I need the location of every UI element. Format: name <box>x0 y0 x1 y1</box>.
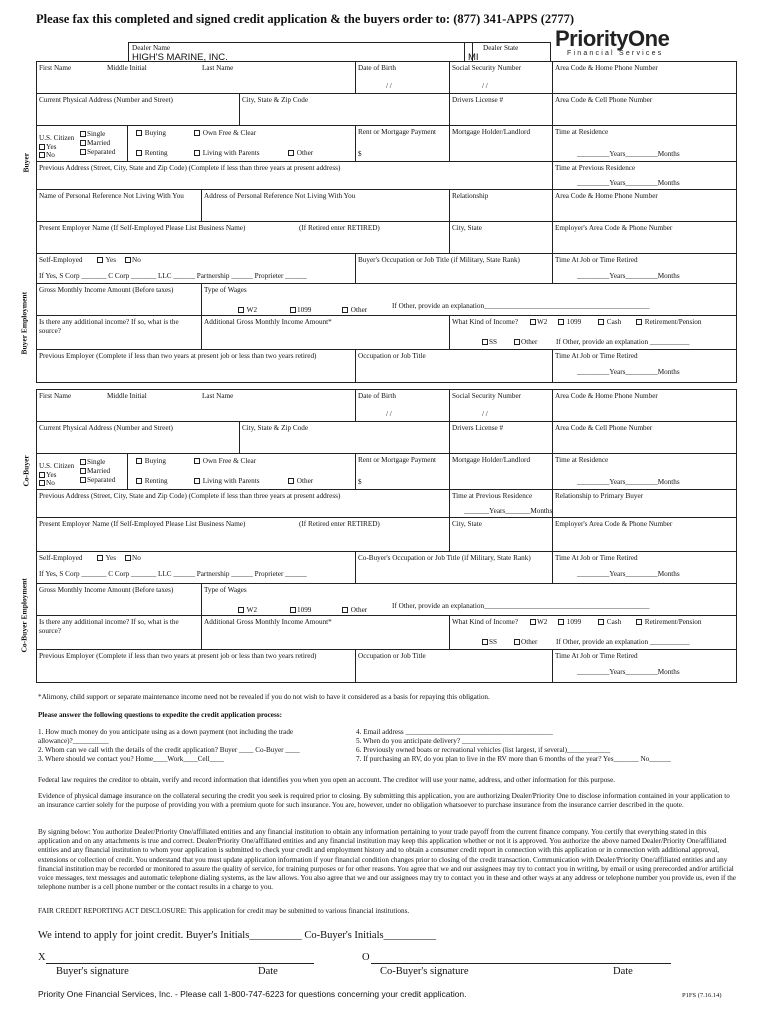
kind-other-option[interactable]: Other <box>514 338 537 347</box>
buyer-license-field[interactable] <box>449 94 552 125</box>
checkbox-icon <box>342 307 348 313</box>
buyer-employer-row <box>37 222 736 254</box>
employer-phone-label: Employer's Area Code & Phone Number <box>555 224 673 232</box>
years-months-blank: _________Years_________Months <box>577 368 680 376</box>
prev-occupation-field[interactable] <box>355 350 552 382</box>
wage-other-explanation: If Other, provide an explanation______________________________________________ <box>392 602 650 610</box>
priority-one-logo <box>555 28 673 62</box>
checkbox-icon <box>636 319 642 325</box>
buying-option[interactable]: Buying <box>136 457 166 466</box>
kind-1099-option[interactable]: 1099 <box>558 618 581 627</box>
separated-option[interactable]: Separated <box>80 476 115 485</box>
single-option[interactable]: Single <box>80 458 105 467</box>
dob-slashes: / / <box>386 410 392 418</box>
years-months-blank: _________Years_________Months <box>577 272 680 280</box>
relationship-label: Relationship <box>452 192 489 200</box>
question-7: 7. If purchasing an RV, do you plan to live in the RV more than 6 months of the year? Yes_______ No______ <box>356 755 671 763</box>
kind-cash-option[interactable]: Cash <box>598 318 621 327</box>
additional-amount-label: Additional Gross Monthly Income Amount* <box>204 318 332 326</box>
time-at-job-field[interactable] <box>552 254 738 283</box>
us-citizen-label: U.S. Citizen <box>39 134 75 142</box>
last-name-label: Last Name <box>202 64 234 72</box>
what-kind-label: What Kind of Income? <box>452 618 519 626</box>
cobuyer-form <box>36 389 737 683</box>
cobuyer-employer-row <box>37 518 736 552</box>
own-free-option[interactable]: Own Free & Clear <box>194 129 256 138</box>
cobuyer-city-state-zip-field[interactable] <box>239 422 449 453</box>
checkbox-icon <box>80 459 86 465</box>
self-employed-label: Self-Employed <box>39 256 83 264</box>
checkbox-icon <box>97 555 103 561</box>
kind-w2-option[interactable]: W2 <box>530 318 547 327</box>
living-parents-option[interactable]: Living with Parents <box>194 149 260 158</box>
checkbox-icon <box>530 619 536 625</box>
kind-other-explanation: If Other, provide an explanation ___________ <box>556 638 690 646</box>
citizen-marital-cell <box>37 126 127 161</box>
checkbox-icon <box>514 639 520 645</box>
additional-income-label: Is there any additional income? If so, what is the source? <box>39 318 179 335</box>
logo-wordmark: PriorityOne <box>555 26 670 51</box>
dealer-name-field[interactable] <box>128 42 473 61</box>
citizen-yes-option[interactable]: Yes <box>39 471 56 480</box>
years-months-blank: _________Years_________Months <box>577 478 680 486</box>
checkbox-icon <box>80 149 86 155</box>
fcra-disclosure: FAIR CREDIT REPORTING ACT DISCLOSURE: This application for credit may be submitted to various financial institutions. <box>38 907 410 915</box>
time-job-label: Time At Job or Time Retired <box>555 352 638 360</box>
employer-phone-field[interactable] <box>552 222 738 253</box>
prev-employer-label: Previous Employer (Complete if less than two years at present job or less than two years retired) <box>39 652 317 660</box>
occupation-label: Co-Buyer's Occupation or Job Title (if Military, State Rank) <box>358 554 531 562</box>
buyer-prev-employer-field[interactable] <box>37 350 355 382</box>
cobuyer-employer-field[interactable] <box>37 518 449 551</box>
checkbox-icon <box>125 257 131 263</box>
self-employed-yes-option[interactable]: Yes <box>97 554 116 563</box>
buyer-employment-section-label: Buyer Employment <box>19 291 29 355</box>
business-type-line: If Yes, S Corp _______ C Corp _______ LLC ______ Partnership ______ Proprieter ______ <box>39 272 307 280</box>
checkbox-icon <box>288 150 294 156</box>
cobuyer-time-prev-residence-field[interactable] <box>449 490 552 517</box>
mortgage-holder-field[interactable] <box>449 126 552 161</box>
checkbox-icon <box>288 478 294 484</box>
page-title: Please fax this completed and signed credit application & the buyers order to: (877) 341-APPS (2777) <box>36 12 575 26</box>
self-employed-cell <box>37 552 355 583</box>
prev-address-label: Previous Address (Street, City, State and Zip Code) (Complete if less than three years at present address) <box>39 492 341 500</box>
buyer-city-state-zip-field[interactable] <box>239 94 449 125</box>
time-at-job-field[interactable] <box>552 552 738 583</box>
buying-option[interactable]: Buying <box>136 129 166 138</box>
years-months-blank: _________Years_________Months <box>577 150 680 158</box>
wage-type-cell <box>201 284 738 315</box>
gross-income-label: Gross Monthly Income Amount (Before taxes) <box>39 586 174 594</box>
cobuyer-signature-line[interactable] <box>371 963 671 964</box>
time-residence-label: Time at Residence <box>555 128 609 136</box>
address-label: Current Physical Address (Number and Street) <box>39 96 173 104</box>
kind-ss-option[interactable]: SS <box>482 338 497 347</box>
cobuyer-signature-o: O <box>362 952 370 963</box>
checkbox-icon <box>39 480 45 486</box>
ssn-label: Social Security Number <box>452 64 522 72</box>
checkbox-icon <box>194 130 200 136</box>
prev-time-at-job-field[interactable] <box>552 650 738 682</box>
reference-address-field[interactable] <box>201 190 449 221</box>
dob-label: Date of Birth <box>358 392 396 400</box>
city-state-zip-label: City, State & Zip Code <box>242 424 309 432</box>
cobuyer-date-label: Date <box>613 966 633 977</box>
years-months-blank: _________Years_________Months <box>577 668 680 676</box>
checkbox-icon <box>482 339 488 345</box>
checkbox-icon <box>39 144 45 150</box>
cell-phone-label: Area Code & Cell Phone Number <box>555 96 653 104</box>
checkbox-icon <box>136 150 142 156</box>
employer-phone-field[interactable] <box>552 518 738 551</box>
kind-1099-option[interactable]: 1099 <box>558 318 581 327</box>
time-at-residence-field[interactable] <box>552 454 738 489</box>
prev-occupation-field[interactable] <box>355 650 552 682</box>
alimony-note: *Alimony, child support or separate maintenance income need not be revealed if you do not wish to have it considered as a basis for repaying this obligation. <box>38 693 490 701</box>
buyer-income-row <box>37 284 736 316</box>
employer-city-state-field[interactable] <box>449 222 552 253</box>
w2-option[interactable]: W2 <box>238 606 257 615</box>
prev-address-label: Previous Address (Street, City, State and Zip Code) (Complete if less than three years at present address) <box>39 164 341 172</box>
checkbox-icon <box>80 477 86 483</box>
checkbox-icon <box>80 468 86 474</box>
time-job-label: Time At Job or Time Retired <box>555 652 638 660</box>
dealer-state-field[interactable] <box>464 42 551 61</box>
what-kind-label: What Kind of Income? <box>452 318 519 326</box>
renting-option[interactable]: Renting <box>136 149 168 158</box>
self-employed-cell <box>37 254 355 283</box>
middle-initial-label: Middle Initial <box>107 64 147 72</box>
question-2: 2. Whom can we call with the details of the credit application? Buyer ____ Co-Buyer ____ <box>38 746 300 754</box>
dealer-name-label: Dealer Name <box>132 44 171 52</box>
years-months-blank: _________Years_________Months <box>577 179 680 187</box>
cobuyer-additional-income-row <box>37 616 736 650</box>
cobuyer-prev-employer-row <box>37 650 736 682</box>
buyer-additional-income-row <box>37 316 736 350</box>
question-5: 5. When do you anticipate delivery? ___________ <box>356 737 502 745</box>
buyer-reference-row <box>37 190 736 222</box>
relationship-primary-field[interactable] <box>552 490 738 517</box>
married-option[interactable]: Married <box>80 467 110 476</box>
buyer-occupation-field[interactable] <box>355 254 552 283</box>
relationship-field[interactable] <box>449 190 552 221</box>
additional-income-amount-field[interactable] <box>201 616 449 649</box>
address-label: Current Physical Address (Number and Street) <box>39 424 173 432</box>
us-citizen-label: U.S. Citizen <box>39 462 75 470</box>
wage-other-option[interactable]: Other <box>342 606 367 615</box>
dealer-name-value: HIGH'S MARINE, INC. <box>132 52 228 63</box>
checkbox-icon <box>97 257 103 263</box>
checkbox-icon <box>39 152 45 158</box>
kind-retirement-option[interactable]: Retirement/Pension <box>636 318 702 327</box>
employer-city-state-field[interactable] <box>449 518 552 551</box>
buyer-section-label: Buyer <box>21 152 31 173</box>
time-job-label: Time At Job or Time Retired <box>555 554 638 562</box>
time-at-residence-field[interactable] <box>552 126 738 161</box>
checkbox-icon <box>194 458 200 464</box>
time-residence-label: Time at Residence <box>555 456 609 464</box>
checkbox-icon <box>290 307 296 313</box>
checkbox-icon <box>136 478 142 484</box>
time-prev-residence-field[interactable] <box>552 162 738 189</box>
buyer-prev-address-field[interactable] <box>37 162 552 189</box>
cobuyer-ssn-field[interactable] <box>449 390 552 421</box>
housing-cell <box>127 126 355 161</box>
rent-payment-field[interactable] <box>355 126 449 161</box>
additional-income-source-field[interactable] <box>37 316 201 349</box>
holder-label: Mortgage Holder/Landlord <box>452 456 531 464</box>
checkbox-icon <box>482 639 488 645</box>
mortgage-holder-field[interactable] <box>449 454 552 489</box>
cobuyer-dob-field[interactable] <box>355 390 449 421</box>
questions-title: Please answer the following questions to expedite the credit application process: <box>38 711 282 719</box>
own-free-option[interactable]: Own Free & Clear <box>194 457 256 466</box>
relationship-primary-label: Relationship to Primary Buyer <box>555 492 644 500</box>
city-state-label: City, State <box>452 520 482 528</box>
dob-label: Date of Birth <box>358 64 396 72</box>
additional-amount-label: Additional Gross Monthly Income Amount* <box>204 618 332 626</box>
question-4: 4. Email address _________________________________________ <box>356 728 553 736</box>
self-employed-yes-option[interactable]: Yes <box>97 256 116 265</box>
time-job-label: Time At Job or Time Retired <box>555 256 638 264</box>
cobuyer-section-label: Co-Buyer <box>21 455 31 487</box>
rent-payment-label: Rent or Mortgage Payment <box>358 456 437 464</box>
additional-income-source-field[interactable] <box>37 616 201 649</box>
buyer-home-phone-field[interactable] <box>552 62 738 93</box>
wage-type-label: Type of Wages <box>204 586 247 594</box>
checkbox-icon <box>598 619 604 625</box>
cobuyer-income-row <box>37 584 736 616</box>
buyer-residence-row <box>37 126 736 162</box>
question-6: 6. Previously owned boats or recreational vehicles (list largest, if several)____________ <box>356 746 611 754</box>
buyer-ssn-field[interactable] <box>449 62 552 93</box>
buyer-employer-field[interactable] <box>37 222 449 253</box>
1099-option[interactable]: 1099 <box>290 606 311 615</box>
holder-label: Mortgage Holder/Landlord <box>452 128 531 136</box>
dollar-sign: $ <box>358 150 362 158</box>
w2-option[interactable]: W2 <box>238 306 257 315</box>
single-option[interactable]: Single <box>80 130 105 139</box>
checkbox-icon <box>238 307 244 313</box>
buyer-cell-phone-field[interactable] <box>552 94 738 125</box>
checkbox-icon <box>125 555 131 561</box>
signing-authorization-note: By signing below: You authorize Dealer/Priority One/affiliated entities and any financial institution to obtain any information pertaining to your trade payoff from the current finance company. You certify that everything stated in this application and on any attachments is true and correct. Dealer/Priority One/affiliated entities and any financial institution may keep this application whether or not it is approved. You authorize the above named Dealer/Priority One/affiliated entities and any financial institution to whom your application is submitted to check your credit and employment history and to obtain a consumer credit report in connection with this application or in connection with additional approval, extensions or collection of credit. You understand that you must update application information if your financial condition changes prior to closing of the credit transaction. Communication with Dealer/Priority One/affiliated entities and any financial institution may be recorded or monitored to assure the quality of service, for training purposes or for other reasons. You agree that we and our assignees may try to contact you in writing, by email or using prerecorded and/or artificial voice messages, text messages and automatic telephone dialing systems, as the law allows. You also agree that we and our assignees may try to contact you in these and other ways at any address or telephone number you provide us, even if the telephone number is a cell phone number or the contact results in a charge to you. <box>38 828 736 892</box>
cobuyer-residence-row <box>37 454 736 490</box>
cobuyer-occupation-field[interactable] <box>355 552 552 583</box>
wage-type-cell <box>201 584 738 615</box>
buyer-signature-line[interactable] <box>46 963 314 964</box>
kind-other-option[interactable]: Other <box>514 638 537 647</box>
gross-income-field[interactable] <box>37 584 201 615</box>
employer-label: Present Employer Name (If Self-Employed Please List Business Name) <box>39 520 246 528</box>
checkbox-icon <box>636 619 642 625</box>
rent-payment-field[interactable] <box>355 454 449 489</box>
checkbox-icon <box>136 458 142 464</box>
license-label: Drivers License # <box>452 96 504 104</box>
occupation-title-label: Occupation or Job Title <box>358 652 426 660</box>
buyer-address-row <box>37 94 736 126</box>
occupation-label: Buyer's Occupation or Job Title (if Military, State Rank) <box>358 256 520 264</box>
checkbox-icon <box>194 478 200 484</box>
checkbox-icon <box>558 319 564 325</box>
reference-phone-label: Area Code & Home Phone Number <box>555 192 658 200</box>
checkbox-icon <box>558 619 564 625</box>
first-name-label: First Name <box>39 392 72 400</box>
retired-note: (If Retired enter RETIRED) <box>299 520 380 528</box>
buyer-signature-label: Buyer's signature <box>56 966 129 977</box>
housing-other-option[interactable]: Other <box>288 477 313 486</box>
kind-cash-option[interactable]: Cash <box>598 618 621 627</box>
cobuyer-prev-address-field[interactable] <box>37 490 449 517</box>
ssn-slashes: / / <box>482 410 488 418</box>
dollar-sign: $ <box>358 478 362 486</box>
years-months-blank: _________Years_________Months <box>577 570 680 578</box>
citizen-no-option[interactable]: No <box>39 479 55 488</box>
logo-tagline: Financial Services <box>567 50 664 57</box>
self-employed-no-option[interactable]: No <box>125 256 141 265</box>
checkbox-icon <box>136 130 142 136</box>
cobuyer-first-name-field[interactable] <box>37 390 355 421</box>
occupation-title-label: Occupation or Job Title <box>358 352 426 360</box>
wage-other-explanation: If Other, provide an explanation______________________________________________ <box>392 302 650 310</box>
checkbox-icon <box>290 607 296 613</box>
buyer-name-row <box>37 62 736 94</box>
self-employed-label: Self-Employed <box>39 554 83 562</box>
additional-income-label: Is there any additional income? If so, what is the source? <box>39 618 179 635</box>
question-3: 3. Where should we contact you? Home____Work____Cell____ <box>38 755 224 763</box>
cobuyer-name-row <box>37 390 736 422</box>
separated-option[interactable]: Separated <box>80 148 115 157</box>
checkbox-icon <box>80 131 86 137</box>
city-state-label: City, State <box>452 224 482 232</box>
1099-option[interactable]: 1099 <box>290 306 311 315</box>
buyer-prev-employer-row <box>37 350 736 382</box>
buyer-address-field[interactable] <box>37 94 239 125</box>
joint-credit-line[interactable]: We intend to apply for joint credit. Buyer's Initials__________ Co-Buyer's Initials__________ <box>38 930 437 941</box>
license-label: Drivers License # <box>452 424 504 432</box>
question-1: 1. How much money do you anticipate using as a down payment (not including the trade allowance)?__________ <box>38 728 294 746</box>
kind-w2-option[interactable]: W2 <box>530 618 547 627</box>
reference-phone-field[interactable] <box>552 190 738 221</box>
reference-address-label: Address of Personal Reference Not Living With You <box>204 192 356 200</box>
buyer-self-employed-row <box>37 254 736 284</box>
cell-phone-label: Area Code & Cell Phone Number <box>555 424 653 432</box>
reference-name-field[interactable] <box>37 190 201 221</box>
cobuyer-cell-phone-field[interactable] <box>552 422 738 453</box>
dealer-state-value: MI <box>468 52 479 63</box>
renting-option[interactable]: Renting <box>136 477 168 486</box>
checkbox-icon <box>39 472 45 478</box>
kind-other-explanation: If Other, provide an explanation ___________ <box>556 338 690 346</box>
gross-income-field[interactable] <box>37 284 201 315</box>
buyer-prev-address-row <box>37 162 736 190</box>
form-code: P1FS (7.16.14) <box>682 992 722 999</box>
time-prev-residence-label: Time at Previous Residence <box>555 164 636 172</box>
cobuyer-prev-address-row <box>37 490 736 518</box>
federal-law-note: Federal law requires the creditor to obtain, verify and record information that identifies you when you open an account. The creditor will use your name, address, and other information for this purpose. <box>38 776 616 784</box>
citizen-yes-option[interactable]: Yes <box>39 143 56 152</box>
checkbox-icon <box>530 319 536 325</box>
income-kind-cell <box>449 316 738 349</box>
cobuyer-employment-section-label: Co-Buyer Employment <box>19 578 29 653</box>
city-state-zip-label: City, State & Zip Code <box>242 96 309 104</box>
additional-income-amount-field[interactable] <box>201 316 449 349</box>
last-name-label: Last Name <box>202 392 234 400</box>
home-phone-label: Area Code & Home Phone Number <box>555 392 658 400</box>
buyer-signature-x: X <box>38 952 46 963</box>
ssn-slashes: / / <box>482 82 488 90</box>
years-months-blank: _______Years_______Months <box>464 507 552 515</box>
housing-other-option[interactable]: Other <box>288 149 313 158</box>
buyer-dob-field[interactable] <box>355 62 449 93</box>
cobuyer-license-field[interactable] <box>449 422 552 453</box>
employer-label: Present Employer Name (If Self-Employed Please List Business Name) <box>39 224 246 232</box>
kind-retirement-option[interactable]: Retirement/Pension <box>636 618 702 627</box>
kind-ss-option[interactable]: SS <box>482 638 497 647</box>
living-parents-option[interactable]: Living with Parents <box>194 477 260 486</box>
reference-name-label: Name of Personal Reference Not Living With You <box>39 192 184 200</box>
income-kind-cell <box>449 616 738 649</box>
checkbox-icon <box>80 140 86 146</box>
married-option[interactable]: Married <box>80 139 110 148</box>
checkbox-icon <box>514 339 520 345</box>
prev-time-at-job-field[interactable] <box>552 350 738 382</box>
home-phone-label: Area Code & Home Phone Number <box>555 64 658 72</box>
wage-other-option[interactable]: Other <box>342 306 367 315</box>
buyer-form <box>36 61 737 383</box>
employer-phone-label: Employer's Area Code & Phone Number <box>555 520 673 528</box>
wage-type-label: Type of Wages <box>204 286 247 294</box>
cobuyer-address-row <box>37 422 736 454</box>
cobuyer-signature-label: Co-Buyer's signature <box>380 966 469 977</box>
self-employed-no-option[interactable]: No <box>125 554 141 563</box>
checkbox-icon <box>342 607 348 613</box>
first-name-label: First Name <box>39 64 72 72</box>
rent-payment-label: Rent or Mortgage Payment <box>358 128 437 136</box>
middle-initial-label: Middle Initial <box>107 392 147 400</box>
citizen-marital-cell <box>37 454 127 489</box>
retired-note: (If Retired enter RETIRED) <box>299 224 380 232</box>
checkbox-icon <box>238 607 244 613</box>
checkbox-icon <box>194 150 200 156</box>
gross-income-label: Gross Monthly Income Amount (Before taxes) <box>39 286 174 294</box>
cobuyer-home-phone-field[interactable] <box>552 390 738 421</box>
business-type-line: If Yes, S Corp _______ C Corp _______ LLC ______ Partnership ______ Proprieter ______ <box>39 570 307 578</box>
footer-contact: Priority One Financial Services, Inc. - Please call 1-800-747-6223 for questions concerning your credit application. <box>38 989 467 999</box>
time-prev-residence-label: Time at Previous Residence <box>452 492 533 500</box>
cobuyer-self-employed-row <box>37 552 736 584</box>
checkbox-icon <box>598 319 604 325</box>
citizen-no-option[interactable]: No <box>39 151 55 160</box>
dealer-state-label: Dealer State <box>483 44 519 52</box>
housing-cell <box>127 454 355 489</box>
dob-slashes: / / <box>386 82 392 90</box>
cobuyer-prev-employer-field[interactable] <box>37 650 355 682</box>
buyer-date-label: Date <box>258 966 278 977</box>
buyer-first-name-field[interactable] <box>37 62 355 93</box>
insurance-note: Evidence of physical damage insurance on the collateral securing the credit you seek is required prior to closing. By submitting this application, you are authorizing Dealer/Priority One to disclose information contained in your application to an insurance carrier solely for the purpose of providing you with a premium quote for such insurance. You are, however, under no obligation whatsoever to purchase insurance from the insurance carrier described in the quote. <box>38 792 730 810</box>
cobuyer-address-field[interactable] <box>37 422 239 453</box>
prev-employer-label: Previous Employer (Complete if less than two years at present job or less than two years retired) <box>39 352 317 360</box>
ssn-label: Social Security Number <box>452 392 522 400</box>
